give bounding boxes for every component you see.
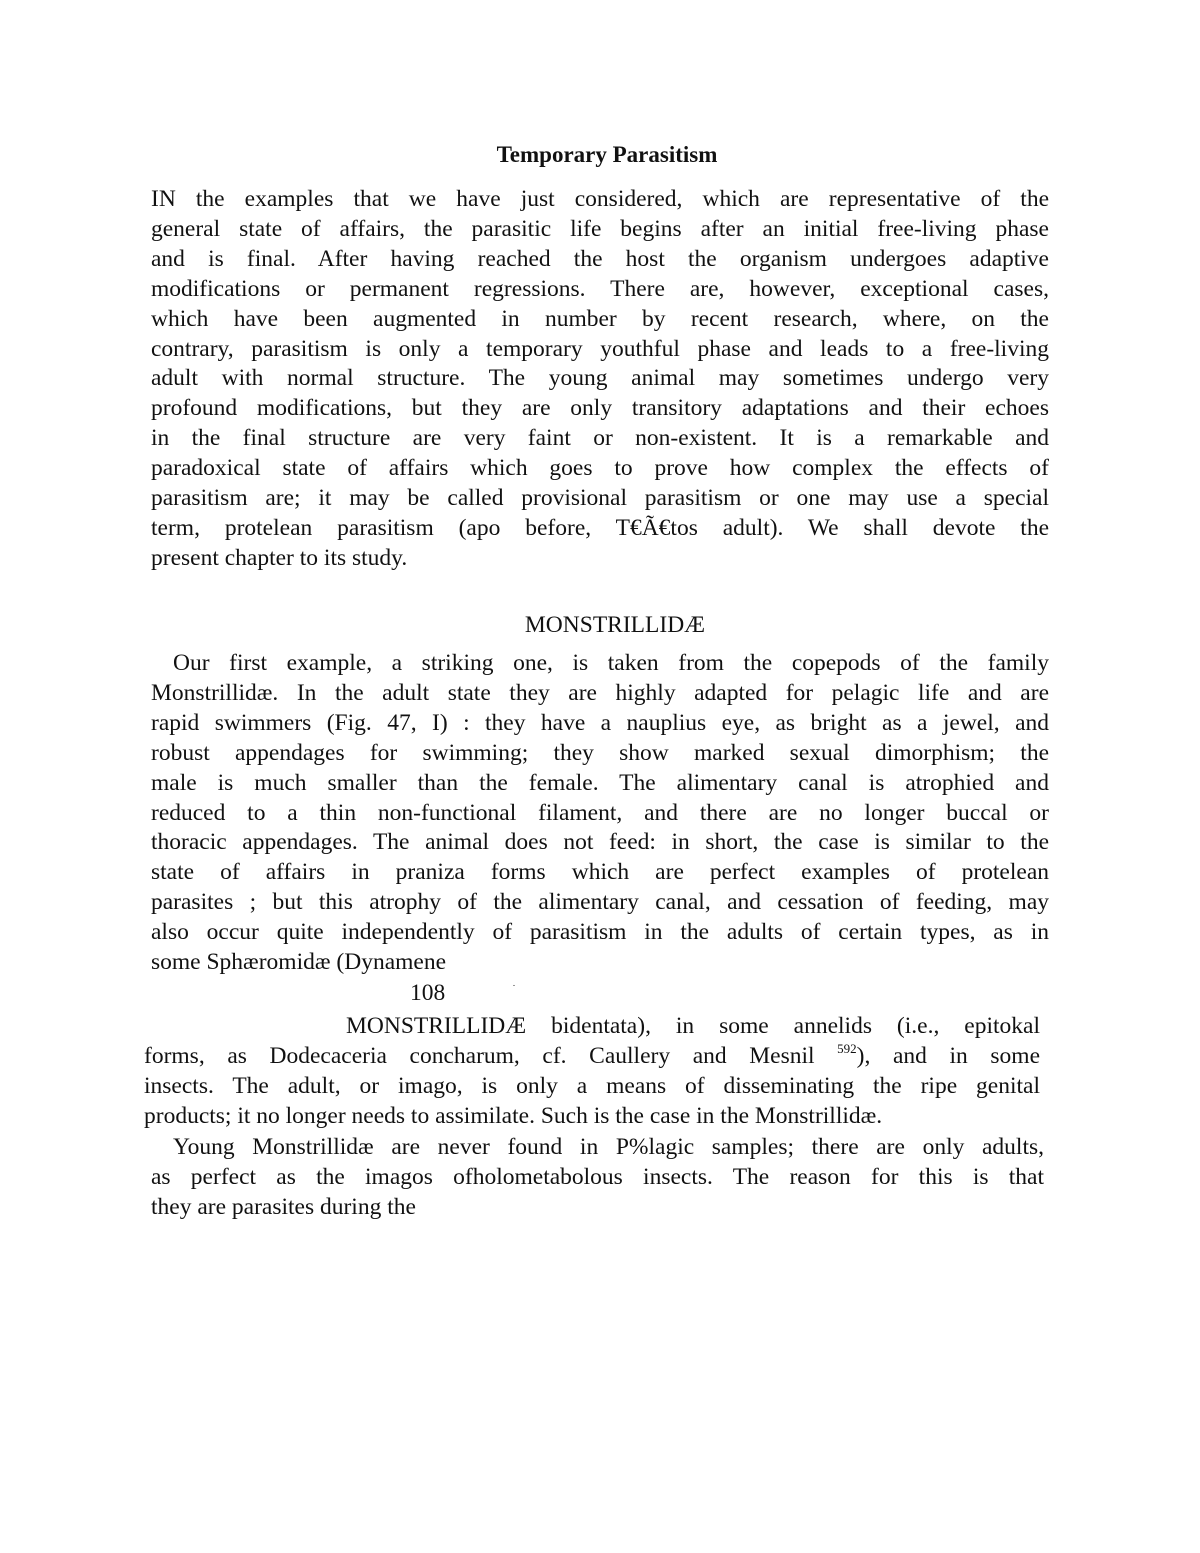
text-line: rapid swimmers (Fig. 47, I) : they have a nauplius eye, as bright as a jewel, and [151,709,1049,736]
text-line [144,1042,1040,1072]
text-line: and is final. After having reached the host the organism undergoes adaptive [151,245,1049,272]
text-line: reduced to a thin non-functional filament, and there are no longer buccal or [151,799,1049,826]
paragraph-intro [151,185,1049,574]
text-fragment: forms, as Dodecaceria concharum, cf. Caullery and Mesnil [144,1042,838,1069]
paragraph-monstrillidae [151,649,1049,978]
text-line: in the final structure are very faint or non-existent. It is a remarkable and [151,425,1049,452]
text-line: which have been augmented in number by recent research, where, on the [151,305,1049,332]
text-line: Monstrillidæ. In the adult state they are highly adapted for pelagic life and are [151,679,1049,706]
text-line: general state of affairs, the parasitic life begins after an initial free-living phase [151,215,1049,242]
text-line: IN the examples that we have just considered, which are representative of the [151,186,1049,212]
section-heading: MONSTRILLIDÆ [524,612,706,638]
text-line: adult with normal structure. The young animal may sometimes undergo very [151,365,1049,392]
paragraph-continuation [144,1012,1040,1132]
footnote-reference: 592 [837,1040,857,1056]
text-line: parasitism are; it may be called provisional parasitism or one may use a special [151,485,1049,512]
text-line: state of affairs in praniza forms which are perfect examples of protelean [151,859,1049,886]
text-line: Our first example, a striking one, is taken from the copepods of the family [173,650,1049,676]
page-number: 108 [410,980,446,1006]
text-line: present chapter to its study. [151,544,408,571]
text-line: robust appendages for swimming; they show marked sexual dimorphism; the [151,739,1049,766]
text-line: products; it no longer needs to assimilate. Such is the case in the Monstrillidæ. [144,1102,883,1129]
text-line: insects. The adult, or imago, is only a means of disseminating the ripe genital [144,1072,1040,1099]
text-line: MONSTRILLIDÆ bidentata), in some annelids (i.e., epitokal [346,1013,1040,1039]
text-line: also occur quite independently of parasitism in the adults of certain types, as in [151,919,1049,946]
text-line: parasites ; but this atrophy of the alimentary canal, and cessation of feeding, may [151,889,1049,916]
text-fragment: ), and in some [856,1042,1041,1069]
paragraph-young-monstrillidae [151,1133,1044,1223]
text-line: term, protelean parasitism (apo before, T€Ã€tos adult). We shall devote the [151,514,1049,541]
text-line: some Sphæromidæ (Dynamene [151,949,447,976]
text-line: thoracic appendages. The animal does not feed: in short, the case is similar to the [151,829,1049,856]
text-line: male is much smaller than the female. The alimentary canal is atrophied and [151,769,1049,796]
text-line: modifications or permanent regressions. There are, however, exceptional cases, [151,275,1049,302]
text-line: they are parasites during the [151,1193,416,1220]
text-line: contrary, parasitism is only a temporary youthful phase and leads to a free-living [151,335,1049,362]
page-title: Temporary Parasitism [496,142,718,167]
text-line: paradoxical state of affairs which goes to prove how complex the effects of [151,455,1049,482]
text-line: Young Monstrillidæ are never found in P%lagic samples; there are only adults, [173,1134,1044,1160]
text-line: as perfect as the imagos ofholometabolous insects. The reason for this is that [151,1163,1044,1190]
text-line: profound modifications, but they are only transitory adaptations and their echoes [151,395,1049,422]
